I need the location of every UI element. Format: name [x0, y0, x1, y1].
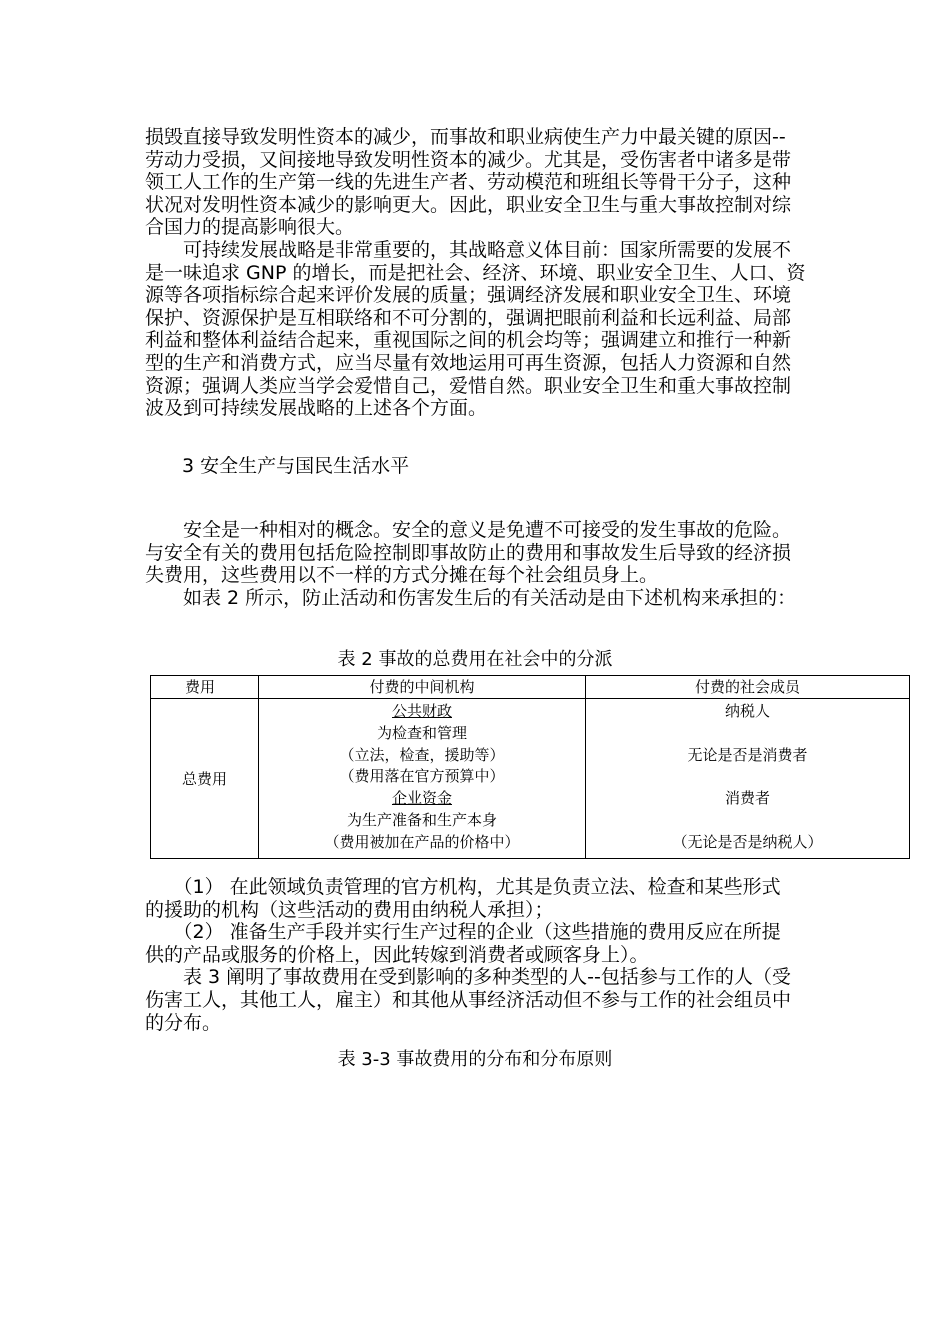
table-2-caption: 表 2 事故的总费用在社会中的分派 — [337, 649, 613, 670]
text-line: 型的生产和消费方式，应当尽量有效地运用可再生资源，包括人力资源和自然 — [145, 351, 792, 374]
text-line: 源等各项指标综合起来评价发展的质量；强调经济发展和职业安全卫生、环境 — [145, 284, 792, 307]
paragraph-2 — [145, 239, 807, 420]
text-line: 供的产品或服务的价格上，因此转嫁到消费者或顾客身上）。 — [145, 943, 649, 966]
text-line: 劳动力受损，又间接地导致发明性资本的减少。尤其是，受伤害者中诸多是带 — [145, 148, 792, 171]
text-line: 损毁直接导致发明性资本的减少，而事故和职业病使生产力中最关键的原因-- — [145, 126, 786, 148]
table-row — [151, 699, 910, 859]
paragraph-4 — [145, 876, 807, 1034]
cell-line — [586, 766, 909, 788]
text-line: 利益和整体利益结合起来，重视国际之间的机会均等；强调建立和推行一种新 — [145, 329, 792, 352]
cell-line: 为检查和管理 — [376, 723, 467, 742]
text-line: （2） 准备生产手段并实行生产过程的企业（这些措施的费用反应在所提 — [145, 921, 781, 944]
text-line: 失费用，这些费用以不一样的方式分摊在每个社会组员身上。 — [145, 564, 659, 587]
header-members: 付费的社会成员 — [586, 676, 910, 699]
table-header-row — [151, 676, 910, 699]
text-line: 领工人工作的生产第一线的先进生产者、劳动模范和班组长等骨干分子，这种 — [145, 171, 792, 194]
text-line: 伤害工人，其他工人，雇主）和其他从事经济活动但不参与工作的社会组员中 — [145, 988, 792, 1011]
cell-line: 消费者 — [724, 789, 770, 808]
cell-line — [586, 810, 909, 832]
text-line: 的分布。 — [145, 1011, 222, 1034]
cell-line: 企业资金 — [391, 789, 452, 808]
text-line: 合国力的提高影响很大。 — [145, 216, 355, 239]
header-cost: 费用 — [151, 676, 259, 699]
text-line: 表 3 阐明了事故费用在受到影响的多种类型的人--包括参与工作的人（受 — [145, 966, 791, 989]
cell-line: （无论是否是纳税人） — [672, 832, 823, 851]
text-line: 与安全有关的费用包括危险控制即事故防止的费用和事故发生后导致的经济损 — [145, 541, 792, 564]
header-intermediary: 付费的中间机构 — [259, 676, 586, 699]
text-line: 的援助的机构（这些活动的费用由纳税人承担）； — [145, 898, 554, 921]
table-3-caption: 表 3-3 事故费用的分布和分布原则 — [337, 1049, 613, 1070]
members-cell — [586, 699, 910, 859]
cost-distribution-table — [150, 675, 910, 859]
cell-line: （费用被加在产品的价格中） — [324, 832, 520, 851]
section-heading: 3 安全生产与国民生活水平 — [182, 455, 410, 477]
cell-line — [586, 723, 909, 745]
text-line: （1） 在此领域负责管理的官方机构，尤其是负责立法、检查和某些形式 — [145, 876, 781, 898]
cell-line: 无论是否是消费者 — [687, 745, 808, 764]
text-line: 如表 2 所示，防止活动和伤害发生后的有关活动是由下述机构来承担的： — [145, 586, 797, 609]
cell-line: （费用落在官方预算中） — [339, 767, 505, 786]
text-line: 安全是一种相对的概念。安全的意义是免遭不可接受的发生事故的危险。 — [145, 519, 792, 541]
cell-line: 纳税人 — [724, 702, 770, 720]
cell-line: 为生产准备和生产本身 — [346, 810, 497, 829]
text-line: 波及到可持续发展战略的上述各个方面。 — [145, 397, 488, 420]
row-label-total-cost: 总费用 — [151, 699, 259, 859]
paragraph-3 — [145, 519, 807, 609]
text-line: 保护、资源保护是互相联络和不可分割的，强调把眼前利益和长远利益、局部 — [145, 306, 792, 329]
text-line: 资源；强调人类应当学会爱惜自己，爱惜自然。职业安全卫生和重大事故控制 — [145, 374, 792, 397]
paragraph-1 — [145, 126, 807, 239]
text-line: 状况对发明性资本减少的影响更大。因此，职业安全卫生与重大事故控制对综 — [145, 193, 792, 216]
intermediary-cell — [259, 699, 586, 859]
cell-line: （立法，检查，援助等） — [339, 745, 505, 764]
text-line: 可持续发展战略是非常重要的，其战略意义体目前：国家所需要的发展不 — [145, 239, 792, 261]
text-line: 是一味追求 GNP 的增长，而是把社会、经济、环境、职业安全卫生、人口、资 — [145, 261, 806, 284]
cell-line: 公共财政 — [391, 702, 452, 720]
